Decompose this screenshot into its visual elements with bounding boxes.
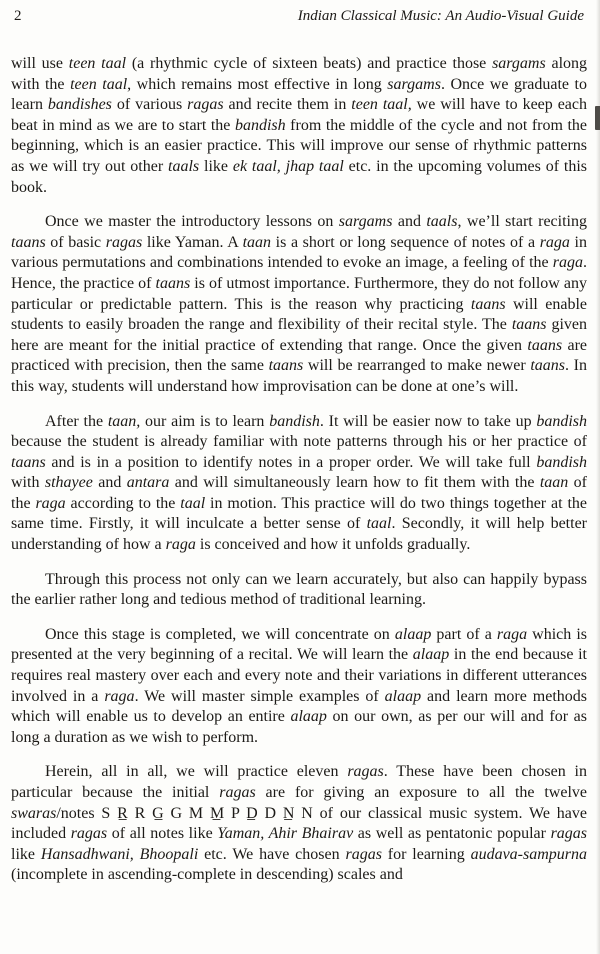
page-header: [11, 8, 587, 25]
running-title: Indian Classical Music: An Audio-Visual Guide: [297, 8, 584, 24]
page-body: [11, 54, 587, 886]
paragraph-6: Herein, all in all, we will practice eleven ragas. These have been chosen in particular because the initial ragas are for giving an exposure to all the twelve swaras/notes S R̲ R G̲ G M M̲ P D̲ D N̲ N of our classical music system. We have included ragas of all notes like Yaman, Ahir Bhairav as well as pentatonic popular ragas like Hansadhwani, Bhoopali etc. We have chosen ragas for learning audava-sampurna (incomplete in ascending-complete in descending) scales and: [11, 763, 588, 884]
paragraph-2: Once we master the introductory lessons on sargams and taals, we’ll start reciting taans of basic ragas like Yaman. A taan is a short or long sequence of notes of a raga in various permutations and combinations intended to evoke an image, a feeling of the raga. Hence, the practice of taans is of utmost importance. Furthermore, they do not follow any particular or predictable pattern. This is the reason why practicing taans will enable students to easily broaden the range and flexibility of their recital style. The taans given here are meant for the initial practice of extending that range. Once the given taans are practiced with precision, then the same taans will be rearranged to make newer taans. In this way, students will understand how improvisation can be done at one’s will.: [11, 213, 588, 395]
scan-artifact: [595, 106, 600, 130]
page-edge-shading: [596, 0, 600, 954]
paragraph-3: After the taan, our aim is to learn bandish. It will be easier now to take up bandish because the student is already familiar with note patterns through his or her practice of taans and is in a position to identify notes in a proper order. We will take full bandish with sthayee and antara and will simultaneously learn how to fit them with the taan of the raga according to the taal in motion. This practice will do two things together at the same time. Firstly, it will inculcate a better sense of taal. Secondly, it will help better understanding of how a raga is conceived and how it unfolds gradually.: [11, 412, 588, 554]
paragraph-5: Once this stage is completed, we will concentrate on alaap part of a raga which is presented at the very beginning of a recital. We will learn the alaap in the end because it requires real mastery over each and every note and their variations in different utterances involved in a raga. We will master simple examples of alaap and learn more methods which will enable us to develop an entire alaap on our own, as per our will and for as long a duration as we wish to perform.: [11, 625, 588, 746]
paragraph-1: will use teen taal (a rhythmic cycle of sixteen beats) and practice those sargams along with the teen taal, which remains most effective in long sargams. Once we graduate to learn bandishes of various ragas and recite them in teen taal, we will have to keep each beat in mind as we are to start the bandish from the middle of the cycle and not from the beginning, which is an easier practice. This will improve our sense of rhythmic patterns as we will try out other taals like ek taal, jhap taal etc. in the upcoming volumes of this book.: [11, 55, 588, 196]
page-number: 2: [14, 8, 22, 24]
paragraph-4: Through this process not only can we learn accurately, but also can happily bypass the earlier rather long and tedious method of traditional learning.: [11, 570, 587, 609]
